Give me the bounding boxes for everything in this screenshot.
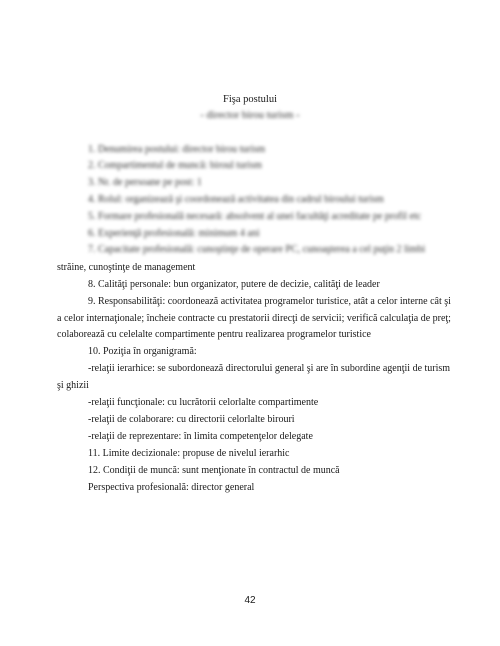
body-line-9: -relaţii funcţionale: cu lucrătorii celorlalte compartimente	[88, 397, 319, 408]
body-line-14: Perspectiva profesională: director general	[88, 482, 255, 493]
blurred-item-6: 6. Experienţă profesională: minimum 4 ani	[88, 228, 260, 239]
body-line-2: 8. Calităţi personale: bun organizator, putere de decizie, calităţi de leader	[88, 279, 380, 290]
page-title: Fişa postului	[223, 94, 277, 105]
body-line-7: -relaţii ierarhice: se subordonează directorului general şi are în subordine agenţii de turism	[88, 363, 451, 374]
body-line-10: -relaţii de colaborare: cu directorii celorlalte birouri	[88, 414, 295, 425]
blurred-item-7: 7. Capacitate profesională: cunoştinţe de operare PC, cunoaşterea a cel puţin 2 limbi	[88, 244, 426, 255]
blurred-item-1: 1. Denumirea postului: director birou turism	[88, 144, 266, 155]
body-line-4: a celor internaţionale; încheie contracte cu prestatorii direcţi de servicii; verifică calculaţia de preţ;	[57, 313, 451, 324]
blurred-item-2: 2. Compartimentul de muncă: biroul turism	[88, 160, 262, 171]
body-line-13: 12. Condiţii de muncă: sunt menţionate în contractul de muncă	[88, 465, 340, 476]
body-line-11: -relaţii de reprezentare: în limita competenţelor delegate	[88, 431, 313, 442]
body-line-8: şi ghizii	[57, 380, 89, 391]
body-line-12: 11. Limite decizionale: propuse de nivelul ierarhic	[88, 448, 290, 459]
body-line-3: 9. Responsabilităţi: coordonează activitatea programelor turistice, atât a celor interne cât şi	[88, 296, 451, 307]
body-line-5: colaborează cu celelalte compartimente pentru realizarea programelor turistice	[57, 329, 371, 340]
body-line-1: străine, cunoştinţe de management	[57, 262, 196, 273]
blurred-item-5: 5. Formare profesională necesară: absolvent al unei facultăţi acreditate pe profil etc	[88, 211, 422, 222]
body-line-6: 10. Poziţia în organigramă:	[88, 346, 197, 357]
page-subtitle: - director birou turism -	[200, 110, 300, 121]
blurred-item-3: 3. Nr. de persoane pe post: 1	[88, 177, 202, 188]
page-number: 42	[244, 595, 256, 606]
blurred-item-4: 4. Rolul: organizează şi coordonează activitatea din cadrul biroului turism	[88, 194, 384, 205]
